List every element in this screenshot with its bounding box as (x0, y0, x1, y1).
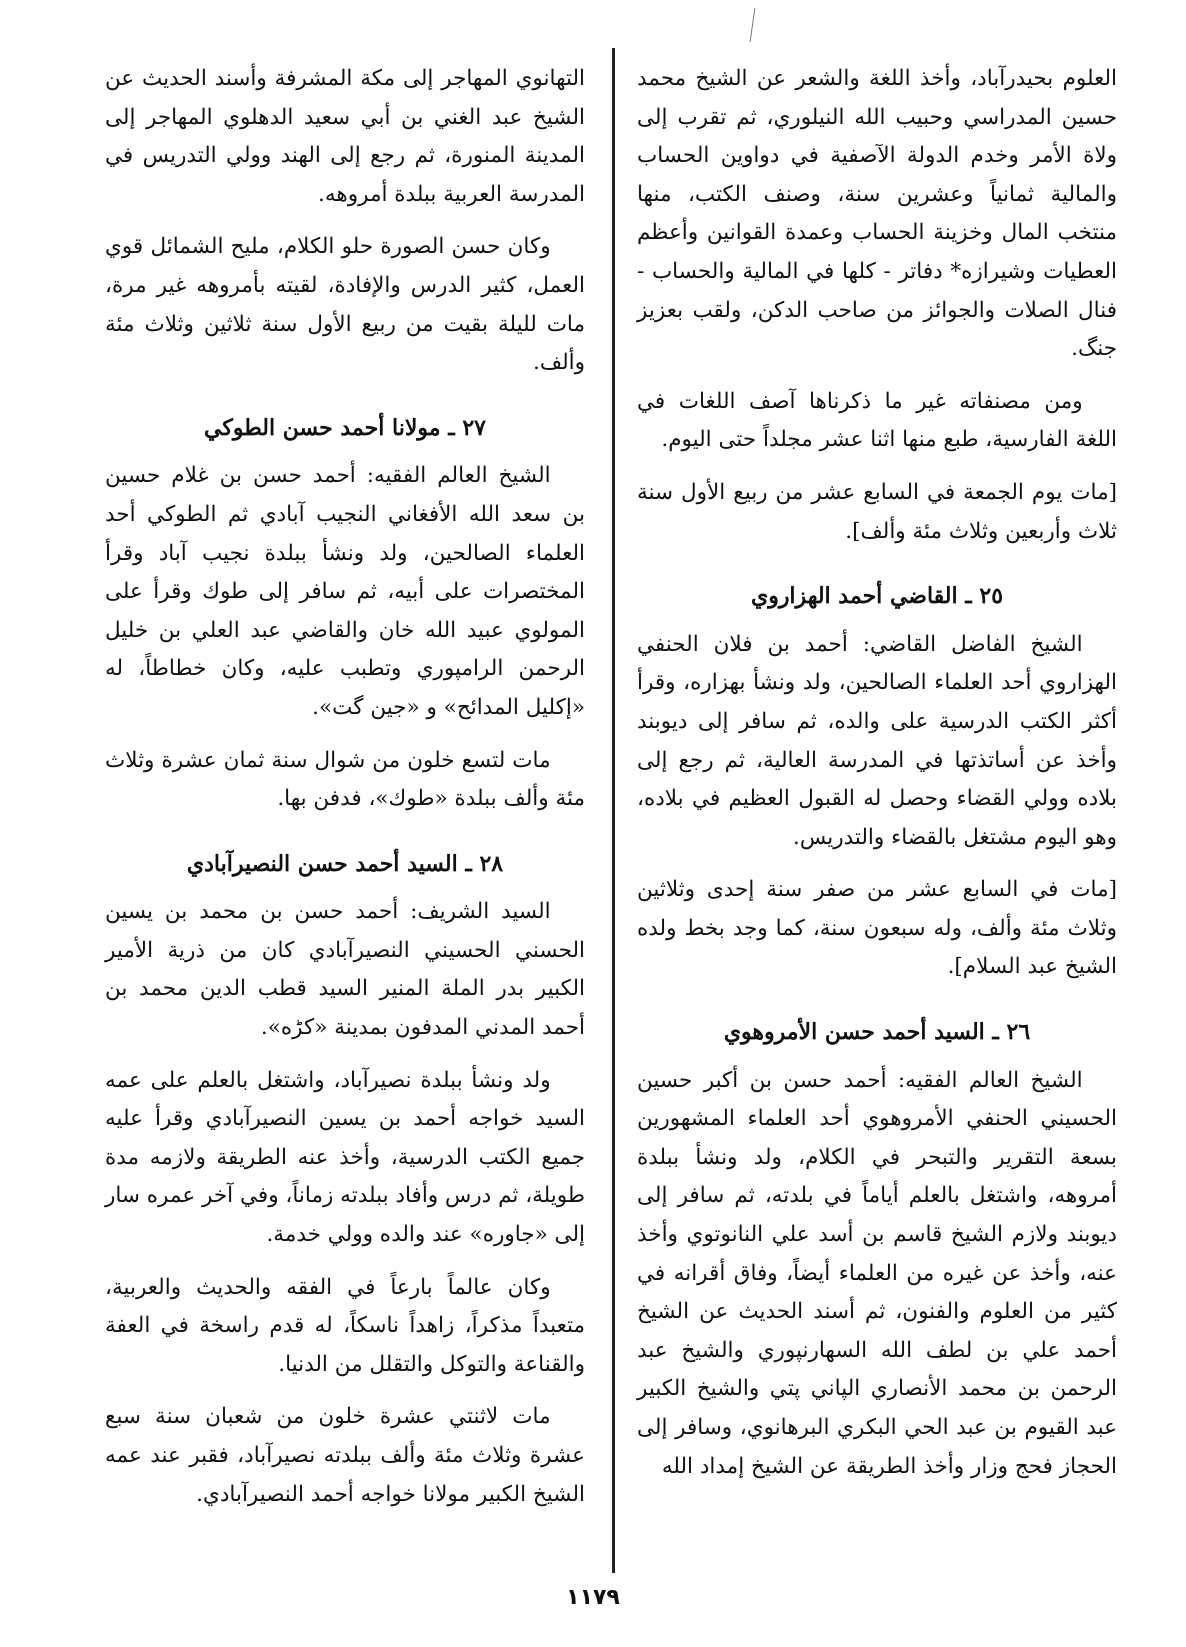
paragraph: وكان عالماً بارعاً في الفقه والحديث والعربية، متعبداً مذكراً، زاهداً ناسكاً، له قدم راسخة في العفة والقناعة والتوكل والتقلل من الدنيا. (105, 1274, 585, 1377)
paragraph: العلوم بحيدرآباد، وأخذ اللغة والشعر عن الشيخ محمد حسين المدراسي وحبيب الله النيلوري، ثم تقرب إلى ولاة الأمر وخدم الدولة الآصفية في دواوين الحساب والمالية ثمانياً وعشرين سنة، وصنف الكتب، منها منتخب المال وخزينة الحساب وعمدة القوانين وأعظم العطيات وشيرازه* دفاتر - كلها في المالية والحساب - فنال الصلات والجوائز من صاحب الدكن، ولقب بعزيز جنگ. (637, 66, 1117, 362)
page-number: ١١٧٩ (566, 1585, 620, 1610)
entry-heading-27: ٢٧ ـ مولانا أحمد حسن الطوكي (204, 414, 486, 441)
entry-heading-25: ٢٥ ـ القاضي أحمد الهزاروي (750, 583, 1004, 610)
paragraph: وكان حسن الصورة حلو الكلام، مليح الشمائل قوي العمل، كثير الدرس والإفادة، لقيته بأمروهه غير مرة، مات لليلة بقيت من ربيع الأول سنة ثلاثين وثلاث مئة وألف. (105, 234, 585, 376)
paragraph: [مات في السابع عشر من صفر سنة إحدى وثلاثين وثلاث مئة وألف، وله سبعون سنة، كما وجد بخط ولده الشيخ عبد السلام]. (637, 877, 1117, 980)
paragraph: الشيخ العالم الفقيه: أحمد حسن بن غلام حسين بن سعد الله الأفغاني النجيب آبادي ثم الطوكي أحد العلماء الصالحين، ولد ونشأ ببلدة نجيب آباد وقرأ المختصرات على أبيه، ثم سافر إلى طوك وقرأ على المولوي عبيد الله خان والقاضي عبد العلي بن خليل الرحمن الرامپوري وتطبب عليه، وكان خطاطاً، له «إكليل المدائح» و «جين گت». (105, 463, 585, 720)
left-column (105, 60, 585, 1528)
paragraph: السيد الشريف: أحمد حسن بن محمد بن يسين الحسني الحسيني النصيرآبادي كان من ذرية الأمير الكبير بدر الملة المنير السيد قطب الدين محمد بن أحمد المدني المدفون بمدينة «كڑه». (105, 899, 585, 1041)
paragraph: مات لتسع خلون من شوال سنة ثمان عشرة وثلاث مئة وألف ببلدة «طوك»، فدفن بها. (105, 747, 585, 812)
entry-heading-26: ٢٦ ـ السيد أحمد حسن الأمروهوي (723, 1019, 1031, 1046)
paragraph: الشيخ العالم الفقيه: أحمد حسن بن أكبر حسين الحسيني الحنفي الأمروهوي أحد العلماء المشهورين بسعة التقرير والتبحر في الكلام، ولد ونشأ ببلدة أمروهه، واشتغل بالعلم أياماً في بلدته، ثم سافر إلى ديوبند ولازم الشيخ قاسم بن أسد علي النانوتوي وأخذ عنه، وأخذ عن غيره من العلماء أيضاً، وفاق أقرانه في كثير من العلوم والفنون، ثم أسند الحديث عن الشيخ أحمد علي بن لطف الله السهارنپوري والشيخ عبد الرحمن بن محمد الأنصاري الپاني پتي والشيخ الكبير عبد القيوم بن عبد الحي البكري البرهانوي، وسافر إلى الحجاز فحج وزار وأخذ الطريقة عن الشيخ إمداد الله (637, 1067, 1117, 1479)
paragraph: مات لاثنتي عشرة خلون من شعبان سنة سبع عشرة وثلاث مئة وألف ببلدته نصيرآباد، فقبر عند عمه الشيخ الكبير مولانا خواجه أحمد النصيرآبادي. (105, 1404, 585, 1507)
column-divider (612, 48, 615, 1573)
paragraph: ومن مصنفاته غير ما ذكرناها آصف اللغات في اللغة الفارسية، طبع منها اثنا عشر مجلداً حتى اليوم. (637, 388, 1117, 453)
paragraph: [مات يوم الجمعة في السابع عشر من ربيع الأول سنة ثلاث وأربعين وثلاث مئة وألف]. (637, 479, 1117, 544)
scan-artifact-mark (750, 8, 756, 42)
entry-heading-28: ٢٨ ـ السيد أحمد حسن النصيرآبادي (186, 850, 504, 877)
paragraph: الشيخ الفاضل القاضي: أحمد بن فلان الحنفي الهزاروي أحد العلماء الصالحين، ولد ونشأ بهزاره، وقرأ أكثر الكتب الدرسية على والده، ثم سافر إلى ديوبند وأخذ عن أساتذتها في المدرسة العالية، ثم رجع إلى بلاده وولي القضاء وحصل له القبول العظيم في بلاده، وهو اليوم مشتغل بالقضاء والتدريس. (637, 631, 1117, 850)
paragraph: التهانوي المهاجر إلى مكة المشرفة وأسند الحديث عن الشيخ عبد الغني بن أبي سعيد الدهلوي المهاجر إلى المدينة المنورة، ثم رجع إلى الهند وولي التدريس في المدرسة العربية ببلدة أمروهه. (105, 66, 585, 207)
paragraph: ولد ونشأ ببلدة نصيرآباد، واشتغل بالعلم على عمه السيد خواجه أحمد بن يسين النصيرآبادي وقرأ عليه جميع الكتب الدرسية، وأخذ عنه الطريقة ولازمه مدة طويلة، ثم درس وأفاد ببلدته زماناً، وفي آخر عمره سار إلى «جاوره» عند والده وولي خدمة. (105, 1067, 585, 1248)
right-column (637, 60, 1117, 1500)
